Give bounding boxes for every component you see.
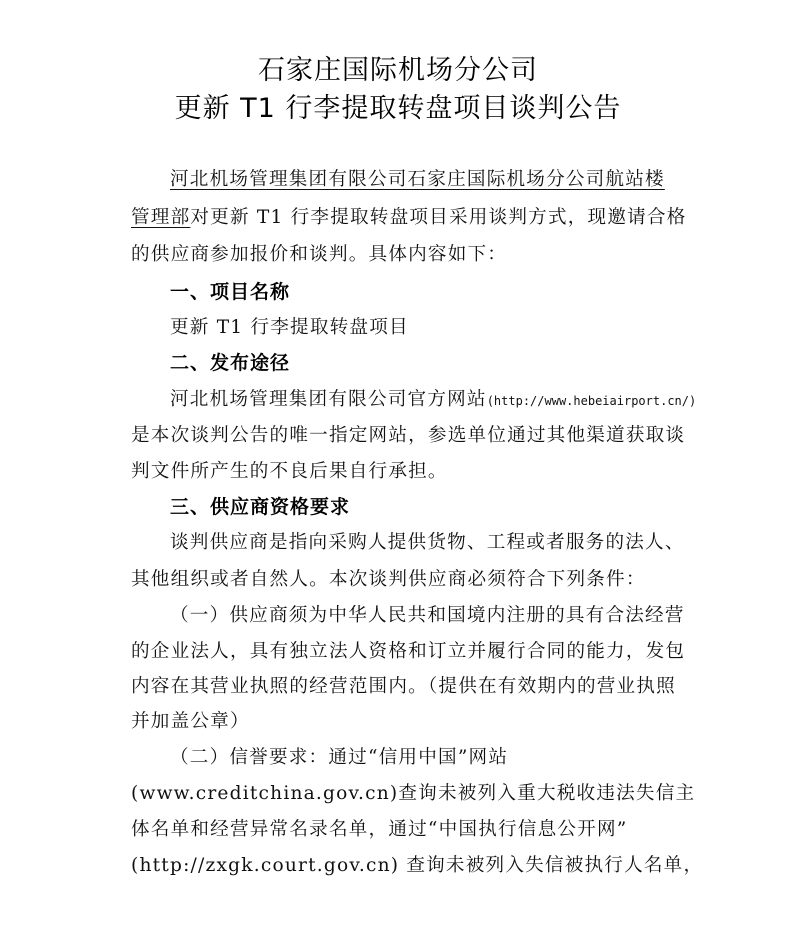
qualification-2-line-3: 体名单和经营异常名录名单，通过“中国执行信息公开网” (131, 819, 628, 840)
intro-line-2-text: 对更新 T1 行李提取转盘项目采用谈判方式，现邀请合格 (190, 207, 687, 228)
qualification-intro-line-2: 其他组织或者自然人。本次谈判供应商必须符合下列条件： (131, 569, 646, 590)
qualification-1-line-2: 的企业法人，具有独立法人资格和订立并履行合同的能力，发包 (131, 641, 686, 662)
section-heading-project-name: 一、项目名称 (170, 281, 291, 303)
intro-line-3: 的供应商参加报价和谈判。具体内容如下： (131, 244, 508, 265)
publication-line-2: 是本次谈判公告的唯一指定网站，参选单位通过其他渠道获取谈 (131, 425, 686, 446)
project-name-text: 更新 T1 行李提取转盘项目 (170, 317, 409, 338)
document-title-line-2: 更新 T1 行李提取转盘项目谈判公告 (174, 93, 622, 124)
qualification-2-line-4: (http://zxgk.court.gov.cn) 查询未被列入失信被执行人名单， (131, 855, 704, 876)
qualification-2-line-1: （二）信誉要求：通过“信用中国”网站 (170, 747, 509, 768)
organization-name-underlined-cont: 管理部 (131, 207, 191, 228)
organization-name-underlined: 河北机场管理集团有限公司石家庄国际机场分公司航站楼 (170, 169, 665, 190)
qualification-1-line-3: 内容在其营业执照的经营范围内。（提供在有效期内的营业执照 (131, 676, 676, 697)
publication-line-1 (170, 385, 696, 411)
section-heading-supplier-qualifications: 三、供应商资格要求 (170, 496, 351, 518)
intro-line-1 (170, 165, 665, 191)
section-heading-publication-channel: 二、发布途径 (170, 352, 291, 374)
qualification-1-line-1: （一）供应商须为中华人民共和国境内注册的具有合法经营 (170, 605, 685, 626)
qualification-2-line-2: (www.creditchina.gov.cn)查询未被列入重大税收违法失信主 (131, 783, 696, 804)
qualification-1-line-4: 并加盖公章） (131, 711, 250, 732)
publication-website-text: 河北机场管理集团有限公司官方网站 (170, 389, 487, 410)
intro-line-2 (131, 203, 687, 229)
document-title-line-1: 石家庄国际机场分公司 (258, 55, 538, 86)
qualification-intro-line-1: 谈判供应商是指向采购人提供货物、工程或者服务的法人、 (170, 532, 685, 553)
publication-line-3: 判文件所产生的不良后果自行承担。 (131, 461, 448, 482)
publication-website-url: (http://www.hebeiairport.cn/) (486, 394, 697, 408)
